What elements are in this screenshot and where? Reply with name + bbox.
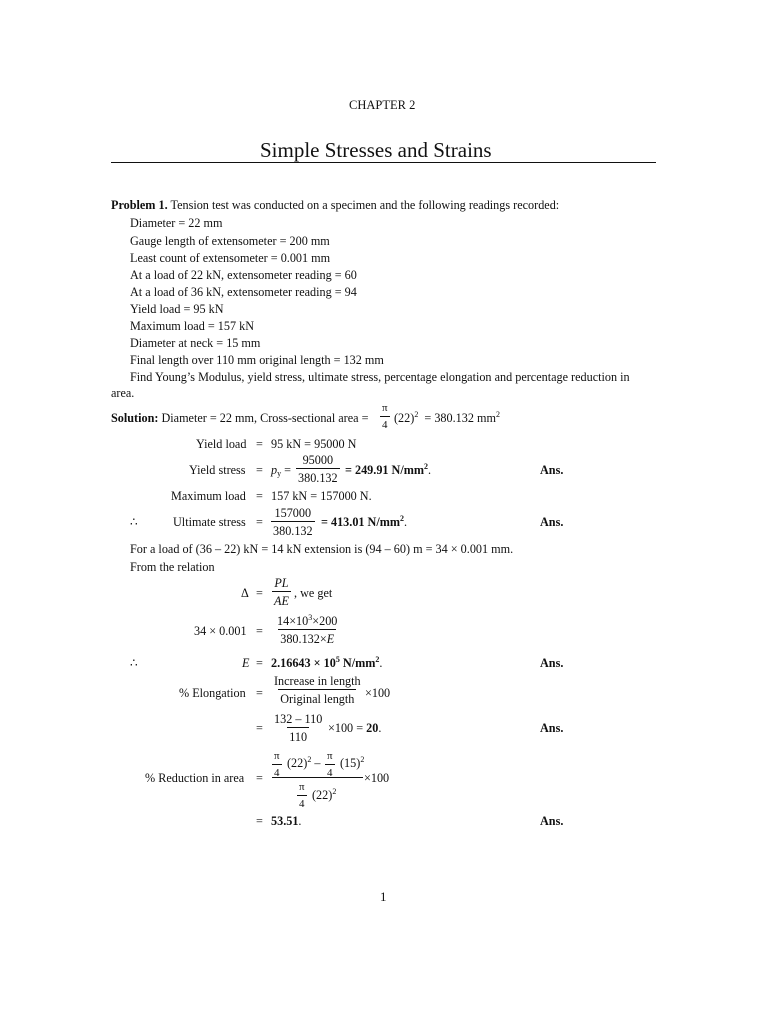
ultimate-stress-result: = 413.01 $N/mm^2$. xyxy=(321,514,408,529)
equals-sign: = xyxy=(256,515,263,529)
extension-text: For a load of (36 – 22) kN = 14 kN extension is (94 – 60) m = 34 × 0.001 mm. xyxy=(130,542,514,556)
reduction-term-2: $(15)^2$ xyxy=(340,755,365,770)
ans-label: Ans. xyxy=(540,656,564,670)
solution-area-text: Diameter = 22 mm, Cross-sectional area = xyxy=(161,411,369,425)
problem-intro-line xyxy=(111,199,559,211)
reading-item: Gauge length of extensometer = 200 mm xyxy=(130,234,330,248)
problem-intro: Tension test was conducted on a specimen and the following readings recorded: xyxy=(170,198,560,212)
ans-label: Ans. xyxy=(540,463,564,477)
yield-stress-label: Yield stress xyxy=(189,463,246,477)
elongation-calc-result: ×100 = 20. xyxy=(328,721,382,735)
therefore-symbol: ∴ xyxy=(130,515,138,529)
yield-stress-result: = 249.91 $N/mm^2$. xyxy=(345,462,432,477)
reduction-term-1: $(22)^2$ – xyxy=(287,755,321,770)
yield-stress-symbol: $p_y$ = xyxy=(271,463,292,478)
reading-item: Yield load = 95 kN xyxy=(130,302,224,316)
reading-item: Least count of extensometer = 0.001 mm xyxy=(130,251,331,265)
reduction-label: % Reduction in area xyxy=(145,771,245,785)
reduction-result: 53.51. xyxy=(271,814,302,828)
max-load-value: 157 kN = 157000 N. xyxy=(271,489,372,503)
equals-sign: = xyxy=(256,721,263,735)
we-get-text: , we get xyxy=(294,586,333,600)
reduction-denominator-pi-over-4: $\frac{\pi}{4}$ xyxy=(299,781,305,810)
page-number: 1 xyxy=(380,889,387,904)
e-equation-lhs: 34 × 0.001 xyxy=(194,624,247,638)
reading-item: Final length over 110 mm original length = 132 mm xyxy=(130,353,384,367)
problem-question-line2: area. xyxy=(111,386,135,400)
reduction-denominator-term: $(22)^2$ xyxy=(312,787,337,802)
times-100: ×100 xyxy=(365,686,391,700)
equals-sign: = xyxy=(256,463,263,477)
equals-sign: = xyxy=(256,771,263,785)
reading-item: At a load of 36 kN, extensometer reading = 94 xyxy=(130,285,357,299)
elongation-calc-fraction: $\frac{132 - 110}{110}$ xyxy=(274,712,323,745)
pl-over-ae-fraction: $\frac{PL}{AE}$ xyxy=(274,576,289,609)
equals-sign: = xyxy=(256,656,263,670)
equals-sign: = xyxy=(256,489,263,503)
solution-label: Solution: xyxy=(111,411,159,425)
reduction-pi-over-4: $\frac{\pi}{4}$ xyxy=(274,750,280,779)
ans-label: Ans. xyxy=(540,515,564,529)
area-pi-over-4: $\frac{\pi}{4}$ xyxy=(382,402,388,431)
chapter-title: Simple Stresses and Strains xyxy=(260,138,492,162)
relation-text: From the relation xyxy=(130,560,215,574)
chapter-label: CHAPTER 2 xyxy=(349,98,416,112)
e-equation-fraction: $\frac{14\times 10^3\times 200}{380.132\times E}$ xyxy=(277,613,338,647)
times-100: ×100 xyxy=(364,771,390,785)
e-symbol: E xyxy=(242,656,250,670)
equals-sign: = xyxy=(256,814,263,828)
area-value: $(22)^2 = 380.132$ $mm^2$ xyxy=(394,410,500,425)
delta-symbol: Δ xyxy=(241,586,249,600)
yield-load-label: Yield load xyxy=(196,437,247,451)
equals-sign: = xyxy=(256,586,263,600)
title-rule xyxy=(111,162,656,163)
reduction-pi-over-4: $\frac{\pi}{4}$ xyxy=(327,750,333,779)
equals-sign: = xyxy=(256,437,263,451)
elongation-fraction: Increase in length Original length xyxy=(274,674,361,707)
e-result-value: $2.16643 \times 10^5$ $N/mm^2$. xyxy=(271,655,383,670)
reading-item: Diameter at neck = 15 mm xyxy=(130,336,261,350)
reduction-fraction-bar xyxy=(272,777,363,778)
problem-question-line1: Find Young’s Modulus, yield stress, ultimate stress, percentage elongation and percentage reduction in xyxy=(130,370,630,384)
solution-area-line xyxy=(111,412,368,424)
max-load-label: Maximum load xyxy=(171,489,246,503)
ans-label: Ans. xyxy=(540,814,564,828)
yield-load-value: 95 kN = 95000 N xyxy=(271,437,357,451)
ultimate-stress-label: Ultimate stress xyxy=(173,515,246,529)
yield-stress-fraction: $\frac{95000}{380.132}$ xyxy=(298,453,338,486)
ans-label: Ans. xyxy=(540,721,564,735)
ultimate-stress-fraction: $\frac{157000}{380.132}$ xyxy=(273,506,313,539)
equals-sign: = xyxy=(256,624,263,638)
reading-item: Maximum load = 157 kN xyxy=(130,319,254,333)
equals-sign: = xyxy=(256,686,263,700)
reading-item: Diameter = 22 mm xyxy=(130,216,223,230)
therefore-symbol: ∴ xyxy=(130,656,138,670)
problem-label: Problem 1. xyxy=(111,198,168,212)
elongation-label: % Elongation xyxy=(179,686,246,700)
reading-item: At a load of 22 kN, extensometer reading = 60 xyxy=(130,268,357,282)
